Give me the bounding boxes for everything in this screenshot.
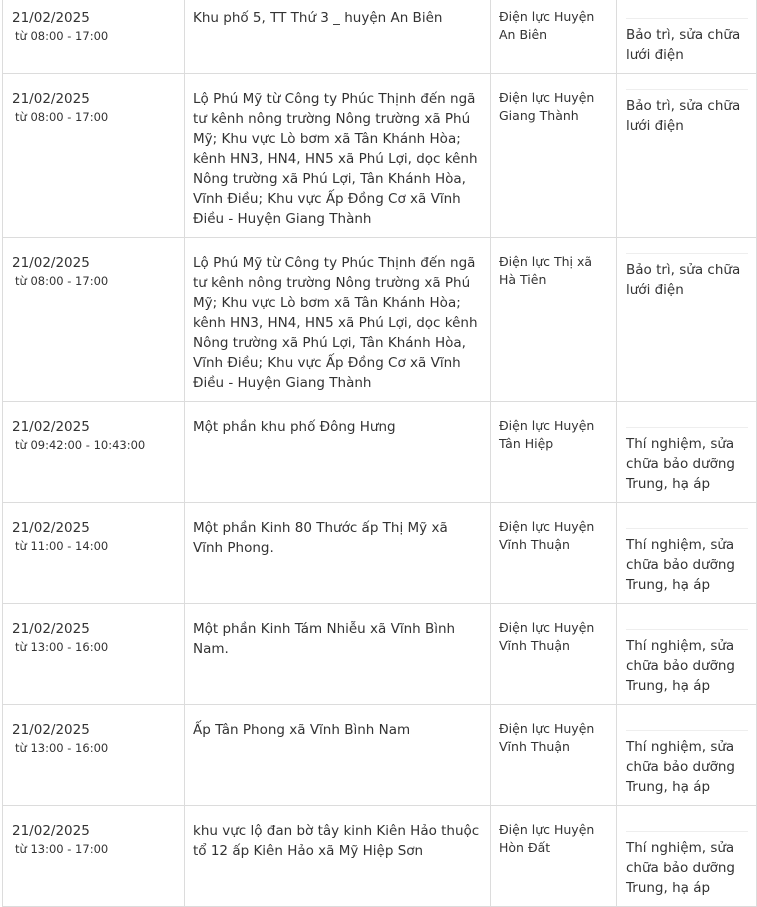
date-time-cell: [3, 604, 185, 705]
date-time-cell: [3, 503, 185, 604]
unit-cell: Điện lực Thị xã Hà Tiên: [491, 238, 617, 402]
area-cell: Một phần khu phố Đông Hưng: [185, 402, 491, 503]
outage-date: 21/02/2025: [12, 10, 90, 26]
outage-time: từ 08:00 - 17:00: [15, 110, 109, 124]
reason-cell: [617, 503, 757, 604]
area-cell: Lộ Phú Mỹ từ Công ty Phúc Thịnh đến ngã tư kênh nông trường Nông trường xã Phú Mỹ; Khu vực Lò bơm xã Tân Khánh Hòa; kênh HN3, HN4, HN5 xã Phú Lợi, dọc kênh Nông trường xã Phú Lợi, Tân Khánh Hòa, Vĩnh Điều; Khu vực Ấp Đồng Cơ xã Vĩnh Điều - Huyện Giang Thành: [185, 74, 491, 238]
outage-date: 21/02/2025: [12, 823, 90, 839]
unit-cell: Điện lực Huyện Vĩnh Thuận: [491, 503, 617, 604]
table-row: [3, 402, 757, 503]
reason-cell: [617, 604, 757, 705]
reason-text: Thí nghiệm, sửa chữa bảo dưỡng Trung, hạ áp: [626, 831, 748, 898]
unit-cell: Điện lực Huyện Vĩnh Thuận: [491, 604, 617, 705]
date-time-cell: [3, 238, 185, 402]
unit-cell: Điện lực Huyện Vĩnh Thuận: [491, 705, 617, 806]
outage-time: từ 09:42:00 - 10:43:00: [15, 438, 146, 452]
outage-time: từ 13:00 - 17:00: [15, 842, 109, 856]
area-cell: Ấp Tân Phong xã Vĩnh Bình Nam: [185, 705, 491, 806]
outage-date: 21/02/2025: [12, 520, 90, 536]
outage-schedule-table: [2, 0, 757, 907]
outage-date: 21/02/2025: [12, 722, 90, 738]
reason-text: Thí nghiệm, sửa chữa bảo dưỡng Trung, hạ áp: [626, 427, 748, 494]
area-cell: Một phần Kinh Tám Nhiễu xã Vĩnh Bình Nam.: [185, 604, 491, 705]
area-cell: khu vực lộ đan bờ tây kinh Kiên Hảo thuộc tổ 12 ấp Kiên Hảo xã Mỹ Hiệp Sơn: [185, 806, 491, 907]
reason-cell: [617, 238, 757, 402]
table-row: [3, 705, 757, 806]
unit-cell: Điện lực Huyện Giang Thành: [491, 74, 617, 238]
unit-cell: Điện lực Huyện An Biên: [491, 0, 617, 74]
date-time-cell: [3, 402, 185, 503]
outage-time: từ 08:00 - 17:00: [15, 274, 109, 288]
reason-cell: [617, 402, 757, 503]
reason-cell: [617, 705, 757, 806]
date-time-cell: [3, 0, 185, 74]
date-time-cell: [3, 74, 185, 238]
reason-text: Bảo trì, sửa chữa lưới điện: [626, 253, 748, 300]
reason-text: Bảo trì, sửa chữa lưới điện: [626, 89, 748, 136]
outage-time: từ 08:00 - 17:00: [15, 29, 109, 43]
outage-date: 21/02/2025: [12, 621, 90, 637]
reason-cell: [617, 806, 757, 907]
outage-time: từ 13:00 - 16:00: [15, 640, 109, 654]
table-row: [3, 74, 757, 238]
reason-cell: [617, 0, 757, 74]
outage-date: 21/02/2025: [12, 419, 90, 435]
outage-date: 21/02/2025: [12, 255, 90, 271]
table-row: [3, 503, 757, 604]
table-row: [3, 0, 757, 74]
table-row: [3, 806, 757, 907]
unit-cell: Điện lực Huyện Tân Hiệp: [491, 402, 617, 503]
table-row: [3, 604, 757, 705]
reason-text: Bảo trì, sửa chữa lưới điện: [626, 18, 748, 65]
reason-text: Thí nghiệm, sửa chữa bảo dưỡng Trung, hạ áp: [626, 629, 748, 696]
date-time-cell: [3, 705, 185, 806]
area-cell: Khu phố 5, TT Thứ 3 _ huyện An Biên: [185, 0, 491, 74]
reason-cell: [617, 74, 757, 238]
reason-text: Thí nghiệm, sửa chữa bảo dưỡng Trung, hạ áp: [626, 528, 748, 595]
date-time-cell: [3, 806, 185, 907]
area-cell: Một phần Kinh 80 Thước ấp Thị Mỹ xã Vĩnh Phong.: [185, 503, 491, 604]
outage-time: từ 11:00 - 14:00: [15, 539, 109, 553]
area-cell: Lộ Phú Mỹ từ Công ty Phúc Thịnh đến ngã tư kênh nông trường Nông trường xã Phú Mỹ; Khu vực Lò bơm xã Tân Khánh Hòa; kênh HN3, HN4, HN5 xã Phú Lợi, dọc kênh Nông trường xã Phú Lợi, Tân Khánh Hòa, Vĩnh Điều; Khu vực Ấp Đồng Cơ xã Vĩnh Điều - Huyện Giang Thành: [185, 238, 491, 402]
outage-date: 21/02/2025: [12, 91, 90, 107]
reason-text: Thí nghiệm, sửa chữa bảo dưỡng Trung, hạ áp: [626, 730, 748, 797]
outage-time: từ 13:00 - 16:00: [15, 741, 109, 755]
unit-cell: Điện lực Huyện Hòn Đất: [491, 806, 617, 907]
table-row: [3, 238, 757, 402]
